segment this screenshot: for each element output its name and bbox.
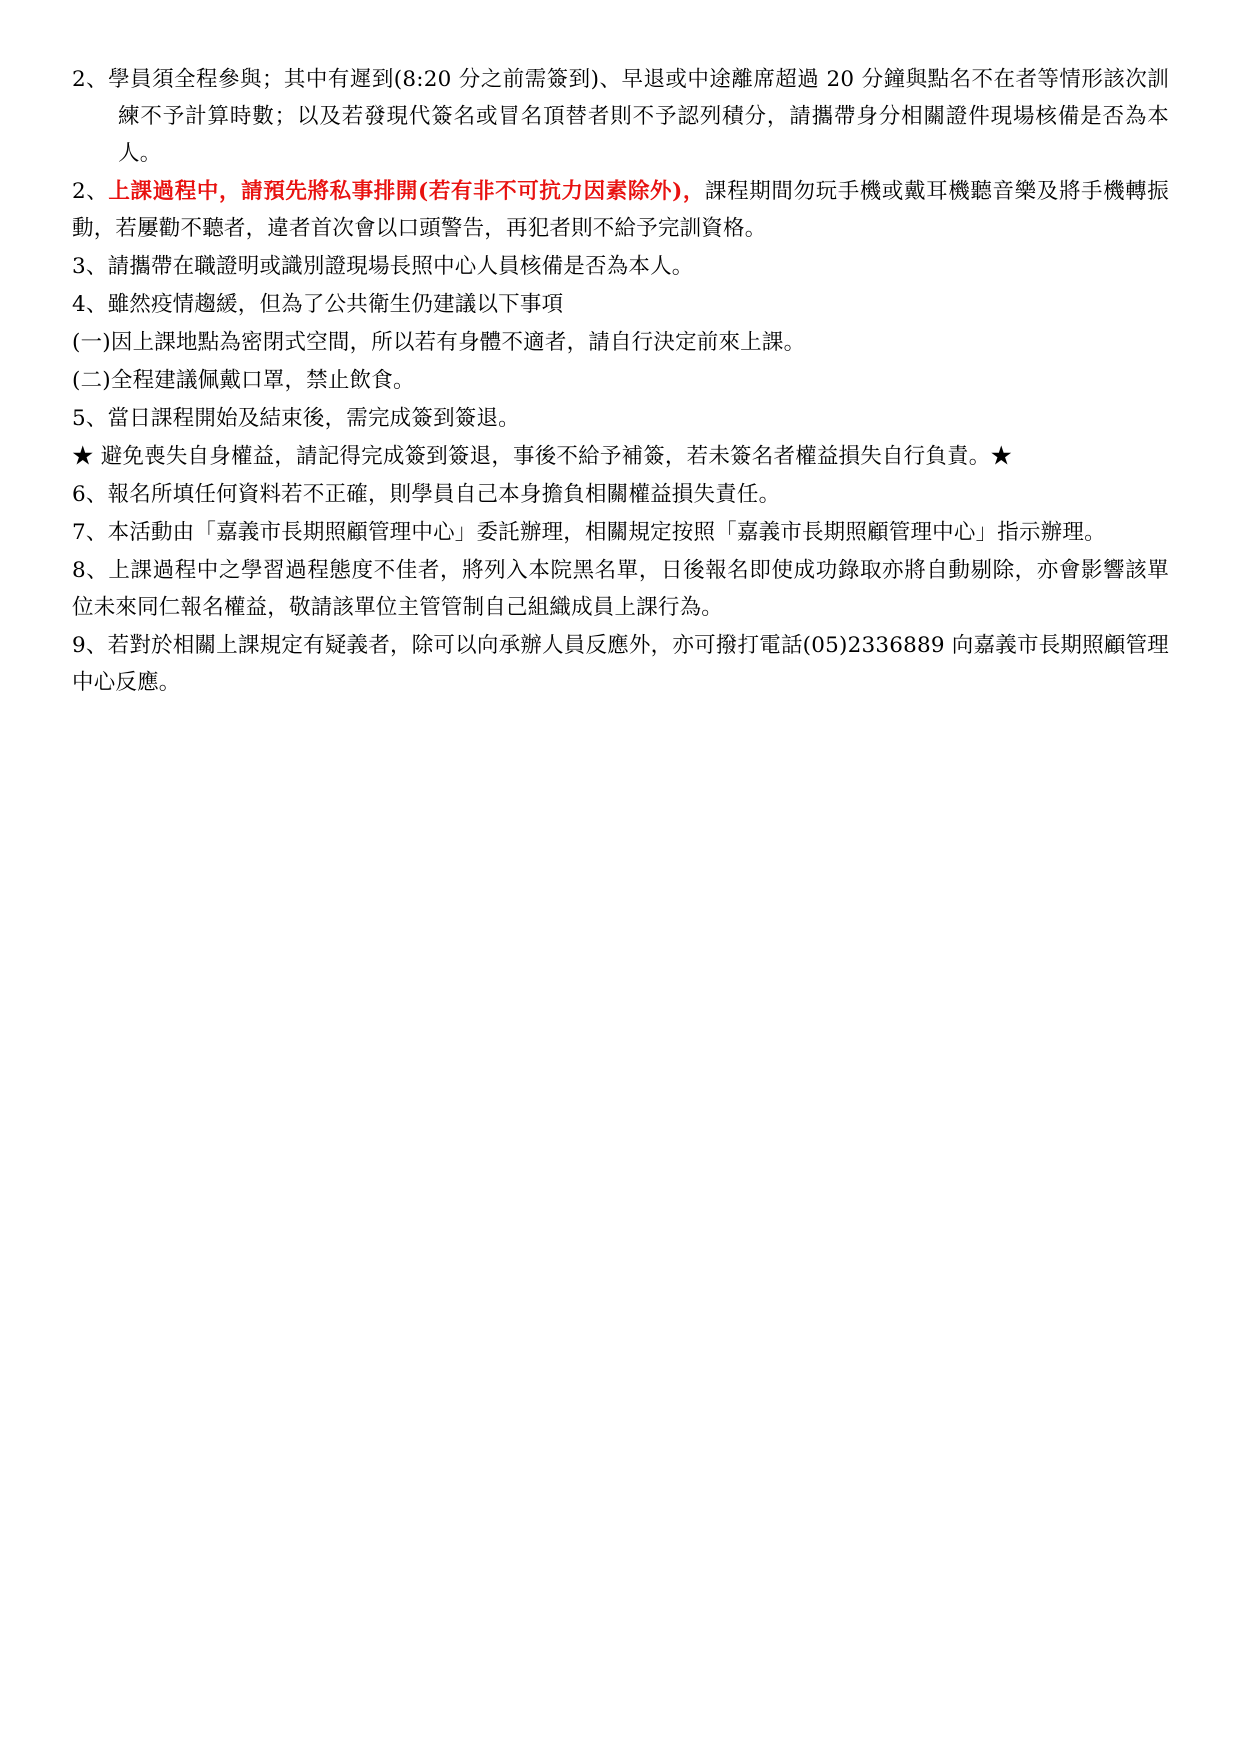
paragraph-item-4: 4、雖然疫情趨緩，但為了公共衛生仍建議以下事項 [72, 291, 564, 317]
paragraph-item-3: 3、請攜帶在職證明或識別證現場長照中心人員核備是否為本人。 [72, 253, 694, 279]
paragraph-item-8: 8、上課過程中之學習過程態度不佳者，將列入本院黑名單，日後報名即使成功錄取亦將自動剔除，亦會影響該單位未來同仁報名權益，敬請該單位主管管制自己組織成員上課行為。 [72, 557, 1169, 620]
paragraph-item-2a: 2、學員須全程參與；其中有遲到(8:20 分之前需簽到)、早退或中途離席超過 20 分鐘與點名不在者等情形該次訓練不予計算時數；以及若發現代簽名或冒名頂替者則不予認列積分，請攜帶身分相關證件現場核備是否為本人。 [72, 67, 1169, 166]
document-body [72, 62, 1169, 701]
paragraph-item-2b [72, 174, 1169, 248]
paragraph-item-4-2: (二)全程建議佩戴口罩，禁止飲食。 [72, 367, 415, 393]
item-2b-rest: 課程期間勿玩手機或戴耳機聽音樂及將手機轉振動，若屢勸不聽者，違者首次會以口頭警告，再犯者則不給予完訓資格。 [72, 178, 1170, 241]
paragraph-item-star-note: ★ 避免喪失自身權益，請記得完成簽到簽退，事後不給予補簽，若未簽名者權益損失自行負責。★ [72, 443, 1013, 469]
item-2b-highlight: 上課過程中，請預先將私事排開(若有非不可抗力因素除外)， [108, 178, 705, 204]
paragraph-item-4-1: (一)因上課地點為密閉式空間，所以若有身體不適者，請自行決定前來上課。 [72, 329, 806, 355]
item-2b-prefix: 2、 [72, 178, 109, 204]
paragraph-item-5: 5、當日課程開始及結束後，需完成簽到簽退。 [72, 405, 520, 431]
paragraph-item-9: 9、若對於相關上課規定有疑義者，除可以向承辦人員反應外，亦可撥打電話(05)2336889 向嘉義市長期照顧管理中心反應。 [72, 632, 1169, 695]
paragraph-item-7: 7、本活動由「嘉義市長期照顧管理中心」委託辦理，相關規定按照「嘉義市長期照顧管理中心」指示辦理。 [72, 519, 1106, 545]
paragraph-item-6: 6、報名所填任何資料若不正確，則學員自己本身擔負相關權益損失責任。 [72, 481, 781, 507]
